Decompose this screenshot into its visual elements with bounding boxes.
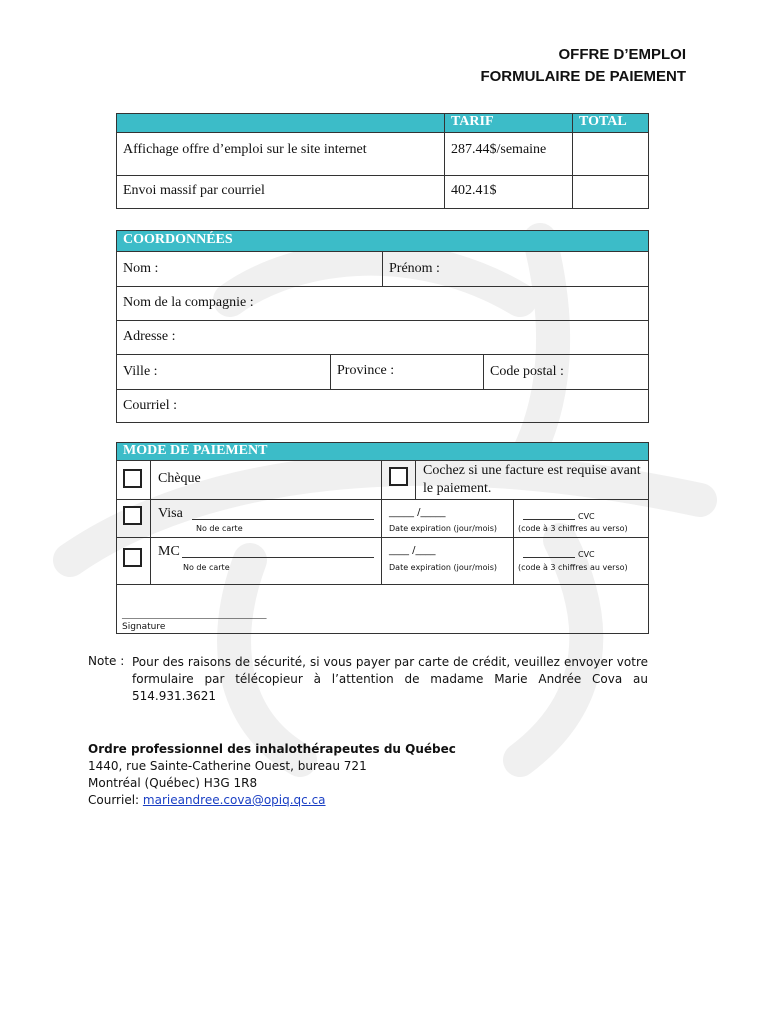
footer-email-link[interactable]: marieandree.cova@opiq.qc.ca xyxy=(142,793,326,807)
footer-address1: 1440, rue Sainte-Catherine Ouest, bureau 721 xyxy=(88,759,367,773)
province-field[interactable]: Province : xyxy=(337,363,395,378)
row-tarif: 287.44$/semaine xyxy=(451,142,547,157)
mc-date-input[interactable]: ____ /____ xyxy=(389,545,436,556)
total-field[interactable] xyxy=(573,176,648,208)
footer-address2: Montréal (Québec) H3G 1R8 xyxy=(88,776,258,790)
footer-email-line xyxy=(88,792,456,809)
visa-date-input[interactable]: _____ /_____ xyxy=(389,507,446,518)
signature-caption: Signature xyxy=(122,622,166,632)
row-label: Envoi massif par courriel xyxy=(123,183,265,198)
total-header: TOTAL xyxy=(579,114,627,129)
coord-line xyxy=(116,389,649,390)
pay-line xyxy=(116,537,649,538)
mc-cvc-input[interactable] xyxy=(523,557,575,558)
courriel-field[interactable]: Courriel : xyxy=(123,398,178,413)
coord-line xyxy=(116,320,649,321)
total-field[interactable] xyxy=(573,133,648,175)
note-prefix: Note : xyxy=(88,654,125,668)
paiement-title: MODE DE PAIEMENT xyxy=(123,443,268,458)
coord-divider xyxy=(382,251,383,286)
row-tarif: 402.41$ xyxy=(451,183,497,198)
footer-org: Ordre professionnel des inhalothérapeutes du Québec xyxy=(88,742,456,756)
visa-cvc-label: CVC xyxy=(578,512,595,521)
visa-card-number-input[interactable] xyxy=(192,519,374,520)
pricing-row-line-2 xyxy=(116,175,649,176)
mc-date-caption: Date expiration (jour/mois) xyxy=(389,563,498,572)
pay-divider xyxy=(415,460,416,499)
visa-checkbox[interactable] xyxy=(123,506,142,525)
coord-line xyxy=(116,286,649,287)
coordonnees-title: COORDONNÉES xyxy=(123,232,233,247)
coord-divider xyxy=(483,354,484,389)
cheque-label: Chèque xyxy=(158,471,201,486)
ville-field[interactable]: Ville : xyxy=(123,364,158,379)
page-title xyxy=(480,44,686,88)
mc-cvc-caption: (code à 3 chiffres au verso) xyxy=(518,563,628,572)
coord-line xyxy=(116,354,649,355)
pay-line xyxy=(116,499,649,500)
footer-email-label: Courriel: xyxy=(88,793,140,807)
mc-card-number-input[interactable] xyxy=(182,557,374,558)
compagnie-field[interactable]: Nom de la compagnie : xyxy=(123,295,254,310)
code-postal-field[interactable]: Code postal : xyxy=(490,364,564,379)
mc-label: MC xyxy=(158,544,180,559)
row-label: Affichage offre d’emploi sur le site internet xyxy=(123,142,367,157)
mc-checkbox[interactable] xyxy=(123,548,142,567)
visa-label: Visa xyxy=(158,506,183,521)
pay-line xyxy=(116,460,649,461)
mc-no-carte-caption: No de carte xyxy=(183,563,230,572)
prenom-field[interactable]: Prénom : xyxy=(389,261,440,276)
pay-divider xyxy=(513,499,514,584)
pricing-row-line-1 xyxy=(116,132,649,133)
visa-date-caption: Date expiration (jour/mois) xyxy=(389,524,498,533)
pay-line xyxy=(116,584,649,585)
visa-cvc-caption: (code à 3 chiffres au verso) xyxy=(518,524,628,533)
visa-cvc-input[interactable] xyxy=(523,519,575,520)
coord-divider xyxy=(330,354,331,389)
note-text: Pour des raisons de sécurité, si vous payer par carte de crédit, veuillez envoyer votre formulaire par télécopieur à l’attention de madame Marie Andrée Cova au 514.931.3621 xyxy=(132,655,648,703)
title-line-2: FORMULAIRE DE PAIEMENT xyxy=(480,68,686,85)
visa-no-carte-caption: No de carte xyxy=(196,524,243,533)
title-line-1: OFFRE D’EMPLOI xyxy=(558,46,686,63)
mc-cvc-label: CVC xyxy=(578,550,595,559)
facture-checkbox[interactable] xyxy=(389,467,408,486)
footer xyxy=(88,741,456,809)
pricing-divider-1 xyxy=(444,113,445,209)
tarif-header: TARIF xyxy=(451,114,494,129)
pay-divider xyxy=(381,460,382,584)
signature-input[interactable]: ________________________________________________ xyxy=(122,611,266,619)
adresse-field[interactable]: Adresse : xyxy=(123,329,176,344)
cheque-checkbox[interactable] xyxy=(123,469,142,488)
facture-label: Cochez si une facture est requise avant le paiement. xyxy=(423,463,641,496)
nom-field[interactable]: Nom : xyxy=(123,261,159,276)
pay-divider xyxy=(150,460,151,584)
